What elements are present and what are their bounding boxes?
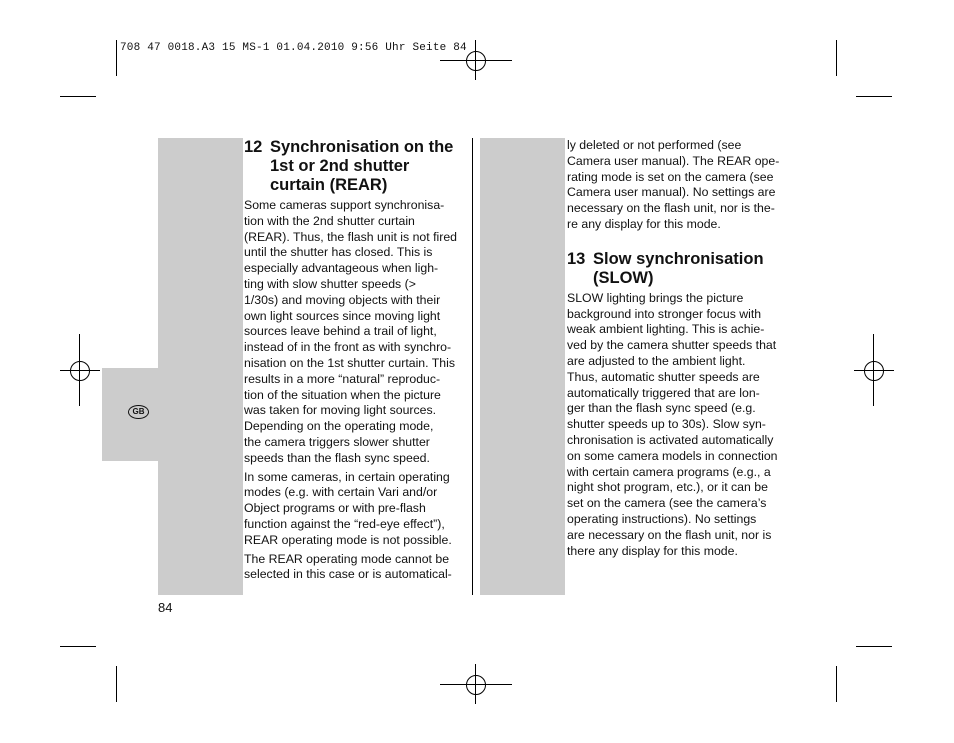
text-line: function against the “red-eye effect”), (244, 516, 445, 531)
section-12-body (244, 198, 466, 583)
title-line: Synchronisation on the (270, 138, 454, 156)
text-line: night shot program, etc.), or it can be (567, 480, 768, 495)
title-line: Slow synchronisation (593, 249, 764, 268)
crop-mark (856, 96, 892, 97)
text-line: The REAR operating mode cannot be (244, 551, 450, 566)
text-line: was taken for moving light sources. (244, 403, 437, 418)
right-margin-band (480, 138, 565, 595)
registration-mark-bottom (440, 664, 512, 704)
title-line: (SLOW) (593, 268, 654, 287)
left-column (244, 138, 466, 586)
text-line: own light sources since moving light (244, 308, 441, 323)
title-line: 1st or 2nd shutter (270, 157, 410, 175)
text-line: automatically triggered that are lon- (567, 385, 760, 400)
text-line: REAR operating mode is not possible. (244, 532, 452, 547)
registration-mark-top (440, 40, 512, 80)
text-line: ger than the flash sync speed (e.g. (567, 401, 756, 416)
text-line: are adjusted to the ambient light. (567, 353, 746, 368)
text-line: the camera triggers slower shutter (244, 434, 430, 449)
text-line: (REAR). Thus, the flash unit is not fired (244, 229, 458, 244)
text-line: with certain camera programs (e.g., a (567, 464, 771, 479)
section-number: 12 (244, 138, 263, 156)
text-line: Camera user manual). No settings are (567, 185, 776, 200)
text-line: selected in this case or is automatical- (244, 567, 452, 582)
text-line: nisation on the 1st shutter curtain. This (244, 355, 455, 370)
text-line: there any display for this mode. (567, 543, 738, 558)
text-line: are necessary on the flash unit, nor is (567, 527, 772, 542)
column-divider (472, 138, 473, 595)
paragraph (244, 552, 466, 584)
text-line: modes (e.g. with certain Vari and/or (244, 485, 438, 500)
text-line: ved by the camera shutter speeds that (567, 338, 777, 353)
text-line: sources leave behind a trail of light, (244, 324, 437, 339)
crop-mark (60, 96, 96, 97)
registration-mark-right (854, 334, 894, 406)
text-line: especially advantageous when ligh- (244, 261, 439, 276)
title-line: curtain (REAR) (270, 176, 388, 194)
crop-mark (836, 40, 837, 76)
text-line: rating mode is set on the camera (see (567, 169, 774, 184)
text-line: Thus, automatic shutter speeds are (567, 369, 760, 384)
text-line: necessary on the flash unit, nor is the- (567, 201, 775, 216)
text-line: weak ambient lighting. This is achie- (567, 322, 765, 337)
text-line: SLOW lighting brings the picture (567, 290, 744, 305)
section-13-title (567, 250, 789, 288)
paragraph (244, 198, 466, 467)
text-line: re any display for this mode. (567, 216, 721, 231)
text-line: 1/30s) and moving objects with their (244, 292, 441, 307)
section-13-body (567, 291, 789, 560)
text-line: on some camera models in connection (567, 448, 778, 463)
text-line: tion with the 2nd shutter curtain (244, 213, 415, 228)
text-line: tion of the situation when the picture (244, 387, 441, 402)
text-line: Some cameras support synchronisa- (244, 198, 445, 212)
crop-mark (116, 40, 117, 76)
page-number: 84 (158, 600, 173, 615)
text-line: Camera user manual). The REAR ope- (567, 153, 780, 168)
language-badge: GB (128, 405, 149, 419)
print-slug: 708 47 0018.A3 15 MS-1 01.04.2010 9:56 Uhr Seite 84 (120, 42, 467, 54)
text-line: ting with slow shutter speeds (> (244, 276, 416, 291)
text-line: set on the camera (see the camera’s (567, 496, 767, 511)
text-line: Object programs or with pre-flash (244, 501, 426, 516)
continuation-paragraph (567, 138, 789, 233)
text-line: chronisation is activated automatically (567, 432, 774, 447)
paragraph (244, 470, 466, 549)
section-number: 13 (567, 249, 586, 268)
text-line: shutter speeds up to 30s). Slow syn- (567, 417, 766, 432)
text-line: operating instructions). No settings (567, 511, 757, 526)
left-margin-band (158, 138, 243, 595)
text-line: In some cameras, in certain operating (244, 469, 450, 484)
registration-mark-left (60, 334, 100, 406)
text-line: instead of in the front as with synchro- (244, 340, 452, 355)
text-line: until the shutter has closed. This is (244, 245, 433, 260)
crop-mark (836, 666, 837, 702)
text-line: results in a more “natural” reproduc- (244, 371, 441, 386)
text-line: background into stronger focus with (567, 306, 762, 321)
text-line: Depending on the operating mode, (244, 419, 434, 434)
section-12-title (244, 138, 466, 195)
text-line: speeds than the flash sync speed. (244, 450, 430, 465)
crop-mark (60, 646, 96, 647)
text-line: ly deleted or not performed (see (567, 138, 742, 152)
right-column (567, 138, 789, 559)
crop-mark (856, 646, 892, 647)
crop-mark (116, 666, 117, 702)
